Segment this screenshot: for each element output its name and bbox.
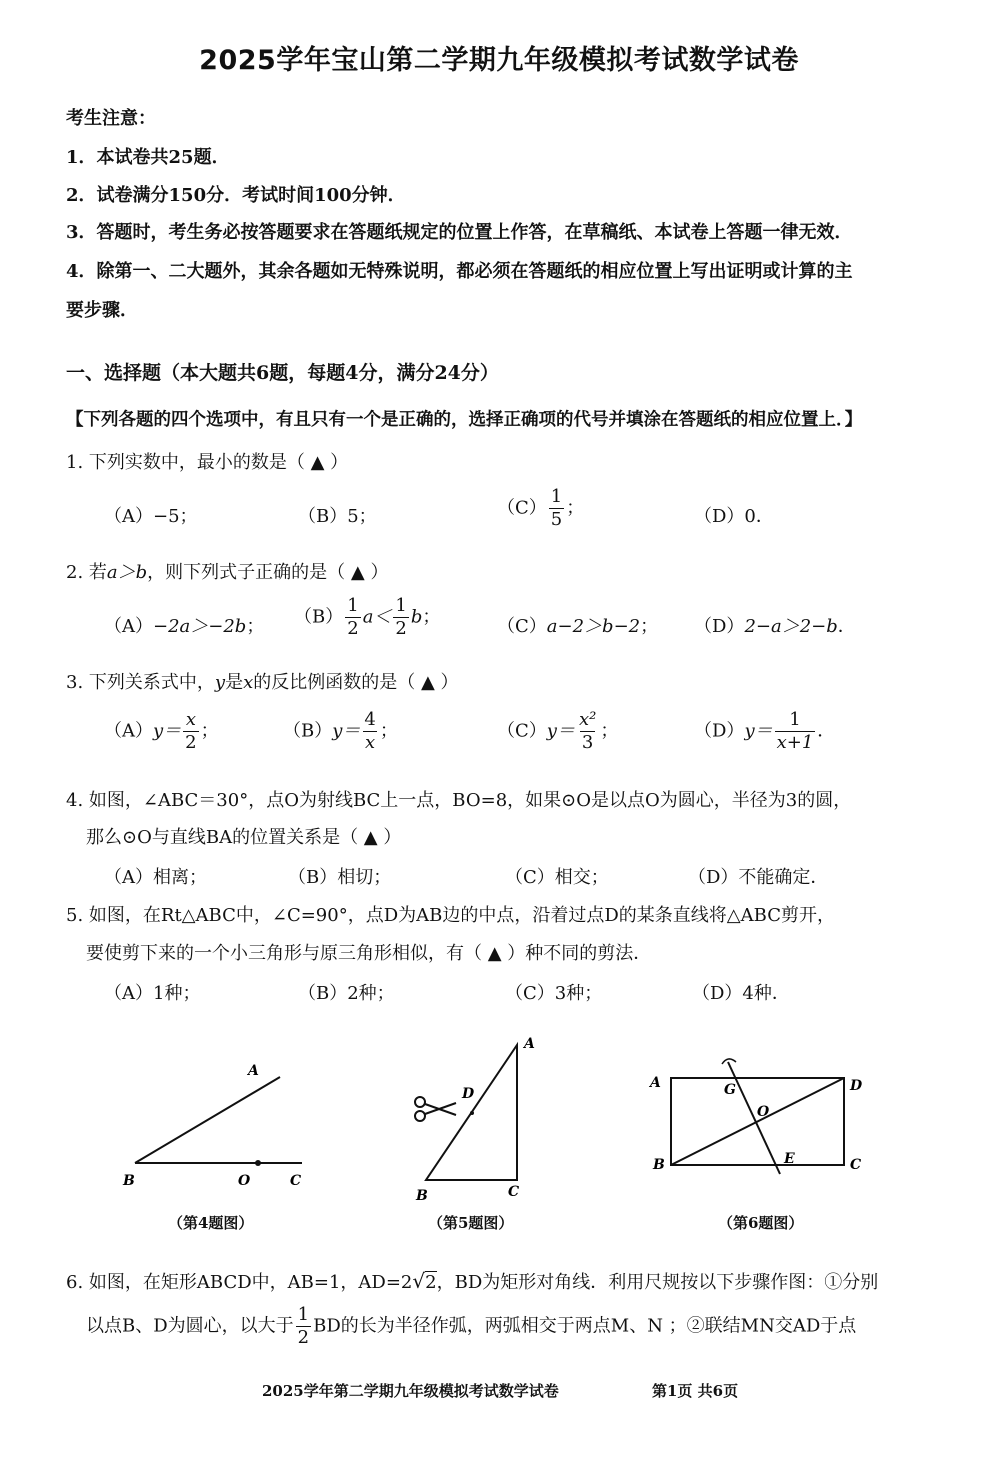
label-c: C [290,1173,302,1189]
question-6-line2: 以点B、D为圆心，以大于 $\frac{1}{2}$ BD的长为半径作弧，两弧相交于两点M、N ；②联结MN交AD于点 [86,1304,857,1348]
q3-option-c: （C）y＝ $\frac{\text{x²}}{3}$ ； [497,709,619,753]
label-a: A [650,1075,661,1091]
footer-page-number: 第1页 共6页 [652,1382,739,1400]
diagonal-bd [671,1078,844,1165]
q3-option-a: （A）y＝ $\frac{x}{2}$ ； [104,709,219,753]
ray-ba [135,1077,280,1163]
notice-heading: 考生注意： [66,108,156,129]
question-5-line2: 要使剪下来的一个小三角形与原三角形相似，有（ ▲ ）种不同的剪法． [86,943,652,964]
notice-item: 3．答题时，考生务必按答题要求在答题纸规定的位置上作答，在草稿纸、本试卷上答题一律无效． [66,222,853,243]
label-g: G [724,1082,736,1098]
q2-option-a: （A）−2a＞−2b； [104,616,265,637]
label-c: C [508,1184,520,1200]
q5-option-d: （D）4种． [692,983,790,1004]
q4-option-c: （C）相交； [505,867,609,888]
question-3-stem: 3. 下列关系式中，y是x的反比例函数的是（ ▲ ） [66,672,459,693]
q4-option-b: （B）相切； [288,867,392,888]
q5-option-a: （A）1种； [104,983,201,1004]
q1-option-b: （B）5； [298,506,377,527]
question-1-stem: 1. 下列实数中，最小的数是（ ▲ ） [66,452,349,473]
label-o: O [238,1173,251,1189]
figure-6-caption: （第6题图） [718,1214,804,1232]
figure-5-caption: （第5题图） [428,1214,514,1232]
figure-6 [640,1050,880,1190]
figure-5 [400,1030,550,1210]
label-d: D [850,1078,863,1094]
question-2-stem: 2. 若a＞b，则下列式子正确的是（ ▲ ） [66,562,389,583]
question-6-line1: 6. 如图，在矩形ABCD中，AB=1，AD=2√2，BD为矩形对角线．利用尺规按以下步骤作图：①分别 [66,1269,879,1293]
point-o [255,1160,261,1166]
label-e: E [784,1151,795,1167]
notice-item: 4．除第一、二大题外，其余各题如无特殊说明，都必须在答题纸的相应位置上写出证明或计算的主 [66,261,853,282]
q1-option-d: （D）0． [694,506,774,527]
notice-item: 1．本试卷共25题． [66,147,230,168]
figure-4-caption: （第4题图） [168,1214,254,1232]
notice-item: 2．试卷满分150分．考试时间100分钟． [66,185,406,206]
label-c: C [850,1157,862,1173]
point-d [470,1111,474,1115]
label-a: A [248,1063,259,1079]
question-4-line1: 4. 如图，∠ABC＝30°，点O为射线BC上一点，BO=8，如果⊙O是以点O为圆心，半径为3的圆， [66,790,852,811]
q2-option-d: （D）2−a＞2−b． [694,616,856,637]
label-b: B [416,1188,428,1204]
q4-option-a: （A）相离； [104,867,207,888]
section-heading: 一、选择题（本大题共6题，每题4分，满分24分） [66,362,499,384]
q1-option-c: （C） $\frac{1}{5}$ ； [497,486,585,530]
label-b: B [123,1173,135,1189]
scissors-icon [415,1097,456,1121]
figure-4 [110,1055,320,1195]
q1-option-a: （A）−5； [104,506,198,527]
q2-option-b: （B） $\frac{1}{2}$ a＜ $\frac{1}{2}$ b； [294,595,441,639]
label-b: B [653,1157,665,1173]
q5-option-b: （B）2种； [298,983,395,1004]
q3-option-d: （D）y＝ $\frac{1}{x+1}$ ． [694,709,836,753]
question-5-line1: 5. 如图，在Rt△ABC中，∠C=90°，点D为AB边的中点，沿着过点D的某条直线将△ABC剪开， [66,905,835,926]
label-o: O [757,1104,770,1120]
footer-title: 2025学年第二学期九年级模拟考试数学试卷 [262,1382,559,1400]
page-title: 2025学年宝山第二学期九年级模拟考试数学试卷 [199,45,799,76]
label-a: A [524,1036,535,1052]
section-instruction: 【下列各题的四个选项中，有且只有一个是正确的，选择正确项的代号并填涂在答题纸的相应位置上．】 [66,410,863,430]
label-d: D [462,1086,475,1102]
question-4-line2: 那么⊙O与直线BA的位置关系是（ ▲ ） [86,827,402,848]
notice-item: 要步骤． [66,300,138,321]
q5-option-c: （C）3种； [505,983,603,1004]
q4-option-d: （D）不能确定． [688,867,829,888]
q2-option-c: （C）a−2＞b−2； [497,616,659,637]
q3-option-b: （B）y＝ $\frac{4}{x}$ ； [283,709,398,753]
